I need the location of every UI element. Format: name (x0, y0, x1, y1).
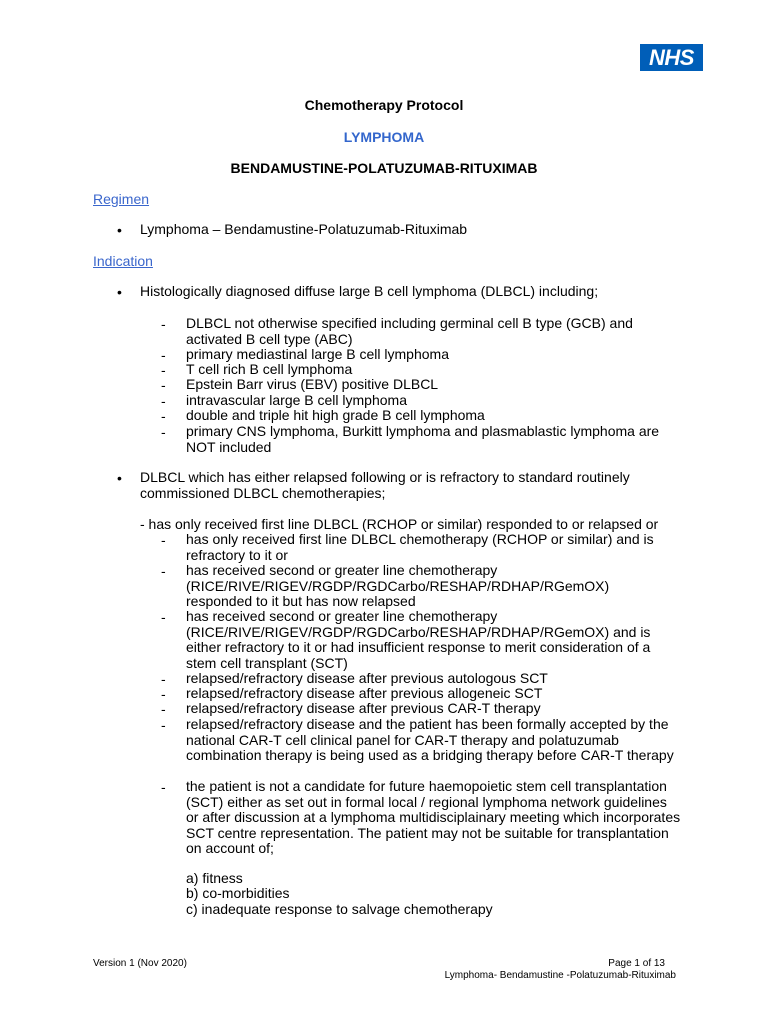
list-item: relapsed/refractory disease after previous autologous SCT (186, 670, 548, 686)
bullet-icon: • (117, 284, 122, 300)
dash-icon: - (161, 717, 166, 733)
footer-version: Version 1 (Nov 2020) (93, 958, 187, 969)
list-item: intravascular large B cell lymphoma (186, 392, 407, 408)
dash-icon: - (161, 362, 166, 378)
section-heading-regimen[interactable]: Regimen (93, 191, 150, 207)
regimen-title: BENDAMUSTINE-POLATUZUMAB-RITUXIMAB (230, 160, 538, 176)
document-subtitle: LYMPHOMA (343, 129, 425, 145)
dash-icon: - (161, 779, 166, 795)
list-item: double and triple hit high grade B cell lymphoma (186, 407, 485, 423)
list-item: has received second or greater line chemotherapy (RICE/RIVE/RIGEV/RGDP/RGDCarbo/RESHAP/RDHAP/RGemOX) and is either refractory to it or had insufficient response to merit consideration of a stem cell transplant (SCT) (186, 608, 651, 671)
list-item: relapsed/refractory disease after previous allogeneic SCT (186, 685, 543, 701)
list-item: primary mediastinal large B cell lymphoma (186, 346, 449, 362)
list-item: has only received first line DLBCL chemotherapy (RCHOP or similar) and is refractory to it or (186, 531, 654, 563)
footer-page-number: Page 1 of 13 (608, 958, 665, 969)
dash-icon: - (161, 532, 166, 548)
sub-item: c) inadequate response to salvage chemotherapy (186, 901, 493, 917)
list-item: relapsed/refractory disease and the patient has been formally accepted by the national CAR-T cell clinical panel for CAR-T therapy and polatuzumab combination therapy is being used as a bridging therapy before CAR-T therapy (186, 716, 674, 763)
sub-item: a) fitness (186, 870, 243, 886)
footer-document-name: Lymphoma- Bendamustine -Polatuzumab-Rituximab (444, 970, 676, 981)
nhs-logo: NHS (640, 44, 703, 71)
document-title: Chemotherapy Protocol (304, 97, 464, 113)
dash-icon: - (161, 563, 166, 579)
dash-icon: - (161, 347, 166, 363)
dash-icon: - (161, 671, 166, 687)
list-item: has received second or greater line chemotherapy (RICE/RIVE/RIGEV/RGDP/RGDCarbo/RESHAP/RDHAP/RGemOX) responded to it but has now relapsed (186, 562, 610, 609)
dash-icon: - (161, 393, 166, 409)
bullet-icon: • (117, 222, 122, 238)
dash-icon: - (161, 686, 166, 702)
list-item: the patient is not a candidate for future haemopoietic stem cell transplantation (SCT) either as set out in formal local / regional lymphoma network guidelines or after discussion at a lymphoma multidisciplainary meeting which incorporates SCT centre representation. The patient may not be suitable for transplantation on account of; (186, 778, 681, 856)
list-item: Epstein Barr virus (EBV) positive DLBCL (186, 376, 439, 392)
bullet-icon: • (117, 470, 122, 486)
dash-icon: - (161, 316, 166, 332)
dash-icon: - (161, 408, 166, 424)
list-item: relapsed/refractory disease after previous CAR-T therapy (186, 700, 541, 716)
list-item: DLBCL not otherwise specified including germinal cell B type (GCB) and activated B cell type (ABC) (186, 315, 633, 347)
regimen-item: Lymphoma – Bendamustine-Polatuzumab-Rituximab (140, 221, 468, 237)
sub-item: b) co-morbidities (186, 885, 290, 901)
section-heading-indication[interactable]: Indication (93, 253, 153, 269)
dash-icon: - (161, 377, 166, 393)
dash-icon: - (161, 424, 166, 440)
indication-bullet-1: Histologically diagnosed diffuse large B cell lymphoma (DLBCL) including; (140, 283, 599, 299)
dash-icon: - (161, 609, 166, 625)
list-item: primary CNS lymphoma, Burkitt lymphoma and plasmablastic lymphoma are NOT included (186, 423, 660, 455)
indication-bullet-2: DLBCL which has either relapsed following or is refractory to standard routinely commissioned DLBCL chemotherapies; (140, 469, 630, 501)
list-item: T cell rich B cell lymphoma (186, 361, 353, 377)
lead-line: - has only received first line DLBCL (RCHOP or similar) responded to or relapsed or (140, 516, 659, 532)
dash-icon: - (161, 701, 166, 717)
